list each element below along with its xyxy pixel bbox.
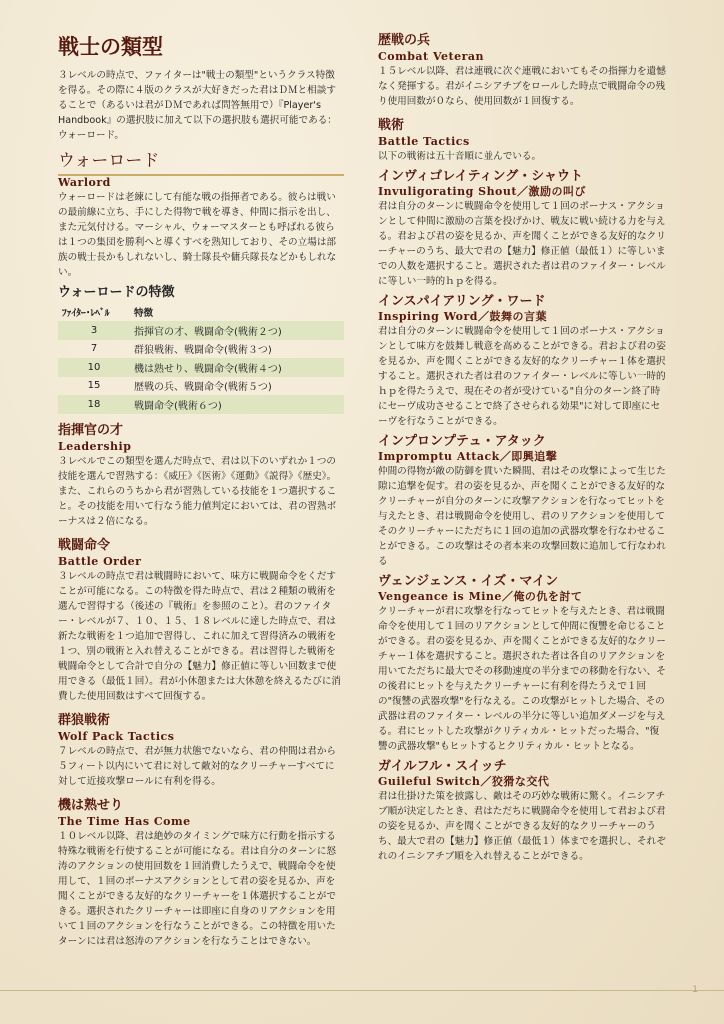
table-cell-feature: 群狼戦術、戦闘命令(戦術３つ) bbox=[134, 345, 272, 357]
feature-table-title: ウォーロードの特徴 bbox=[58, 285, 175, 300]
table-cell-level: 7 bbox=[90, 343, 98, 355]
wolf-pack-text: ７レベルの時点で、君が無力状態でないなら、君の仲間は君から５フィート以内にいて君に対して敵対的なクリーチャーすべてに対して近接攻撃ロールに有利を得る。 bbox=[58, 745, 337, 787]
table-cell-level: 10 bbox=[58, 358, 130, 377]
tactic-subtitle: Vengeance is Mine／俺の仇を討て bbox=[378, 590, 583, 603]
time-has-come-heading: 機は熟せり bbox=[58, 797, 124, 813]
table-row bbox=[58, 377, 344, 396]
battle-order-heading: 戦闘命令 bbox=[58, 537, 111, 553]
table-row bbox=[58, 321, 344, 340]
intro-paragraph: ３レベルの時点で、ファイターは"戦士の類型"というクラス特徴を得る。その際に４版のクラスが大好きだった君はＤＭと相談することで（あるいは君がＤＭであれば問答無用で）『Player's Handbook』の選択肢に加えて以下の選択肢も選択可能である：ウォーロード。 bbox=[58, 70, 337, 141]
leadership-subtitle: Leadership bbox=[58, 439, 132, 453]
table-row bbox=[58, 395, 344, 414]
warlord-subtitle: Warlord bbox=[58, 176, 111, 189]
footer-divider bbox=[0, 990, 724, 991]
combat-veteran-heading: 歴戦の兵 bbox=[378, 33, 431, 48]
leadership-heading: 指揮官の才 bbox=[58, 422, 124, 438]
tactic-text: 君は自分のターンに戦闘命令を使用して１回のボーナス・アクションとして仲間に激励の言葉を投げかけ、戦友に戦い続ける力を与える。君および君の姿を見るか、声を聞くことができる友好的なクリーチャーのうち、最大で君の【魅力】修正値（最低１）に等しいまでの人数を選択すること。選択された者は君のファイター・レベルに等しい一時的ｈｐを得る。 bbox=[378, 201, 666, 287]
table-cell-feature: 戦闘命令(戦術６つ) bbox=[130, 395, 344, 414]
warlord-description: ウォーロードは老練にして有能な戦の指揮者である。彼らは戦いの最前線に立ち、手にした得物で戦を導き、仲間に指示を出し、また元気付ける。マーシャル、ウォーマスターとも呼ばれる彼らは１つの集団を勝利へと導くすべを熟知しており、その立場は部族の戦士長かもしれないし、騎士隊長や傭兵隊長などかもしれない。 bbox=[58, 192, 337, 278]
page-title: 戦士の類型 bbox=[58, 34, 163, 59]
combat-veteran-subtitle: Combat Veteran bbox=[378, 50, 484, 63]
tactic-subtitle: Impromptu Attack／即興追撃 bbox=[378, 450, 558, 463]
table-header-level: ﾌｧｲﾀｰ･ﾚﾍﾞﾙ bbox=[62, 308, 110, 319]
tactic-subtitle: Guileful Switch／狡猾な交代 bbox=[378, 775, 550, 788]
tactic-text: クリーチャーが君に攻撃を行なってヒットを与えたとき、君は戦闘命令を使用して１回のリアクションとして仲間に復讐を命じることができる。君の姿を見るか、声を聞くことができる友好的なクリーチャー１体を選択すること。選択された者は各自のリアクションを用いてただちに最大でその移動速度の半分までの移動を行ない、その後君にヒットを与えたクリーチャーに有利を得たうえで１回の"復讐の武器攻撃"を行なえる。この攻撃がヒットした場合、その武器は君のファイター・レベルの半分に等しい追加ダメージを与える。君にヒットした攻撃がクリティカル・ヒットだった場合、"復讐の武器攻撃"もヒットするとクリティカル・ヒットとなる。 bbox=[378, 606, 666, 752]
time-has-come-subtitle: The Time Has Come bbox=[58, 814, 191, 828]
left-column bbox=[58, 32, 344, 949]
tactic-text: 君は自分のターンに戦闘命令を使用して１回のボーナス・アクションとして味方を鼓舞し戦意を高めることができる。君および君の姿を見るか、声を聞くことができる友好的なクリーチャー１体を選択すること。選択された者は君のファイター・レベルに等しい一時的ｈｐを得たうえで、現在その者が受けている"自分のターン終了時にセーヴ成功させることで終了させられる効果"に対して即座にセーヴを行なうことができる。 bbox=[378, 326, 666, 427]
tactic-subtitle: Inspiring Word／鼓舞の言葉 bbox=[378, 310, 547, 323]
battle-order-text: ３レベルの時点で君は戦闘時において、味方に戦闘命令をくだすことが可能になる。この特徴を得た時点で、君は２種類の戦術を選んで習得する（後述の『戦術』を参照のこと）。君のファイター・レベルが７、１０、１５、１８レベルに達した時点で、君は新たな戦術を１つ追加で習得し、これに加えて習得済みの戦術を１つ、別の戦術と入れ替えることができる。君は習得した戦術を戦闘命令として合計で自分の【魅力】修正値に等しい回数まで使用できる（最低１回）。君が小休憩または大休憩を終えるたびに消費した使用回数はすべて回復する。 bbox=[58, 570, 342, 702]
tactic-title: ヴェンジェンス・イズ・マイン bbox=[378, 574, 559, 589]
page-number: 1 bbox=[692, 985, 698, 995]
table-header-feature: 特徴 bbox=[134, 308, 154, 319]
feature-table bbox=[58, 303, 344, 414]
tactic-title: インスパイアリング・ワード bbox=[378, 294, 546, 309]
tactics-heading: 戦術 bbox=[378, 118, 405, 133]
tactic-subtitle: Invuligorating Shout／激励の叫び bbox=[378, 185, 586, 198]
table-row bbox=[58, 340, 344, 359]
wolf-pack-subtitle: Wolf Pack Tactics bbox=[58, 729, 175, 743]
table-cell-level: 18 bbox=[58, 395, 130, 414]
tactics-text: 以下の戦術は五十音順に並んでいる。 bbox=[378, 151, 542, 162]
leadership-text: ３レベルでこの類型を選んだ時点で、君は以下のいずれか１つの技能を選んで習熟する：《威圧》《医術》《運動》《説得》《歴史》。また、これらのうちから君が習熟している技能を１つ選択すること。その技能を用いて行なう能力値判定においては、君の習熟ボーナスは２倍になる。 bbox=[58, 455, 337, 527]
table-cell-feature: 歴戦の兵、戦闘命令(戦術５つ) bbox=[134, 382, 272, 394]
table-cell-feature: 指揮官の才、戦闘命令(戦術２つ) bbox=[130, 321, 344, 340]
battle-order-subtitle: Battle Order bbox=[58, 554, 142, 568]
right-column bbox=[378, 32, 666, 864]
time-has-come-text: １０レベル以降、君は絶妙のタイミングで味方に行動を指示する特殊な戦術を行使することが可能になる。君は自分のターンに怒涛のアクションの使用回数を１回消費したうえで、戦闘命令を使用して、１回のボーナスアクションとして君の姿を見るか、声を聞くことができる友好的なクリーチャーを１体選択することができる。選択されたクリーチャーは即座に自身のリアクションを用いて１回のアクションを行なうことができる。この特徴を用いたターンには君は怒涛のアクションを行なうことはできない。 bbox=[58, 830, 337, 947]
tactic-text: 仲間の得物が敵の防御を貫いた瞬間、君はその攻撃によって生じた隙に追撃を促す。君の姿を見るか、声を聞くことができる友好的なクリーチャーが自分のターンに攻撃アクションを行なってヒットを与えたとき、君は戦闘命令を使用し、君のリアクションを使用してそのクリーチャーにただちに１回の追加の武器攻撃を行なわせることができる。この攻撃はその者本来の攻撃回数に追加して行なわれる bbox=[378, 466, 666, 567]
table-cell-level: 3 bbox=[58, 321, 130, 340]
table-row bbox=[58, 358, 344, 377]
tactic-title: ガイルフル・スイッチ bbox=[378, 759, 507, 774]
tactics-subtitle: Battle Tactics bbox=[378, 135, 470, 148]
tactic-title: インヴィゴレイティング・シャウト bbox=[378, 169, 584, 184]
tactic-title: インプロンプテュ・アタック bbox=[378, 434, 546, 449]
table-cell-feature: 機は熟せり、戦闘命令(戦術４つ) bbox=[130, 358, 344, 377]
warlord-heading: ウォーロード bbox=[58, 149, 344, 176]
wolf-pack-heading: 群狼戦術 bbox=[58, 712, 111, 728]
combat-veteran-text: １５レベル以降、君は連戦に次ぐ連戦においてもその指揮力を遺憾なく発揮する。君がイニシアチブをロールした時点で戦闘命令の残り使用回数が０なら、使用回数が１回復する。 bbox=[378, 66, 666, 107]
table-cell-level: 15 bbox=[87, 380, 101, 392]
tactic-text: 君は仕掛けた策を披露し、敵はその巧妙な戦術に驚く。イニシアチブ順が決定したとき、君はただちに戦闘命令を使用して君および君の姿を見るか、声を聞くことができる友好的なクリーチャーのうち、最大で君の【魅力】修正値（最低１）体までを選択し、それぞれのイニシアチブ順を入れ替えることができる。 bbox=[378, 791, 666, 862]
